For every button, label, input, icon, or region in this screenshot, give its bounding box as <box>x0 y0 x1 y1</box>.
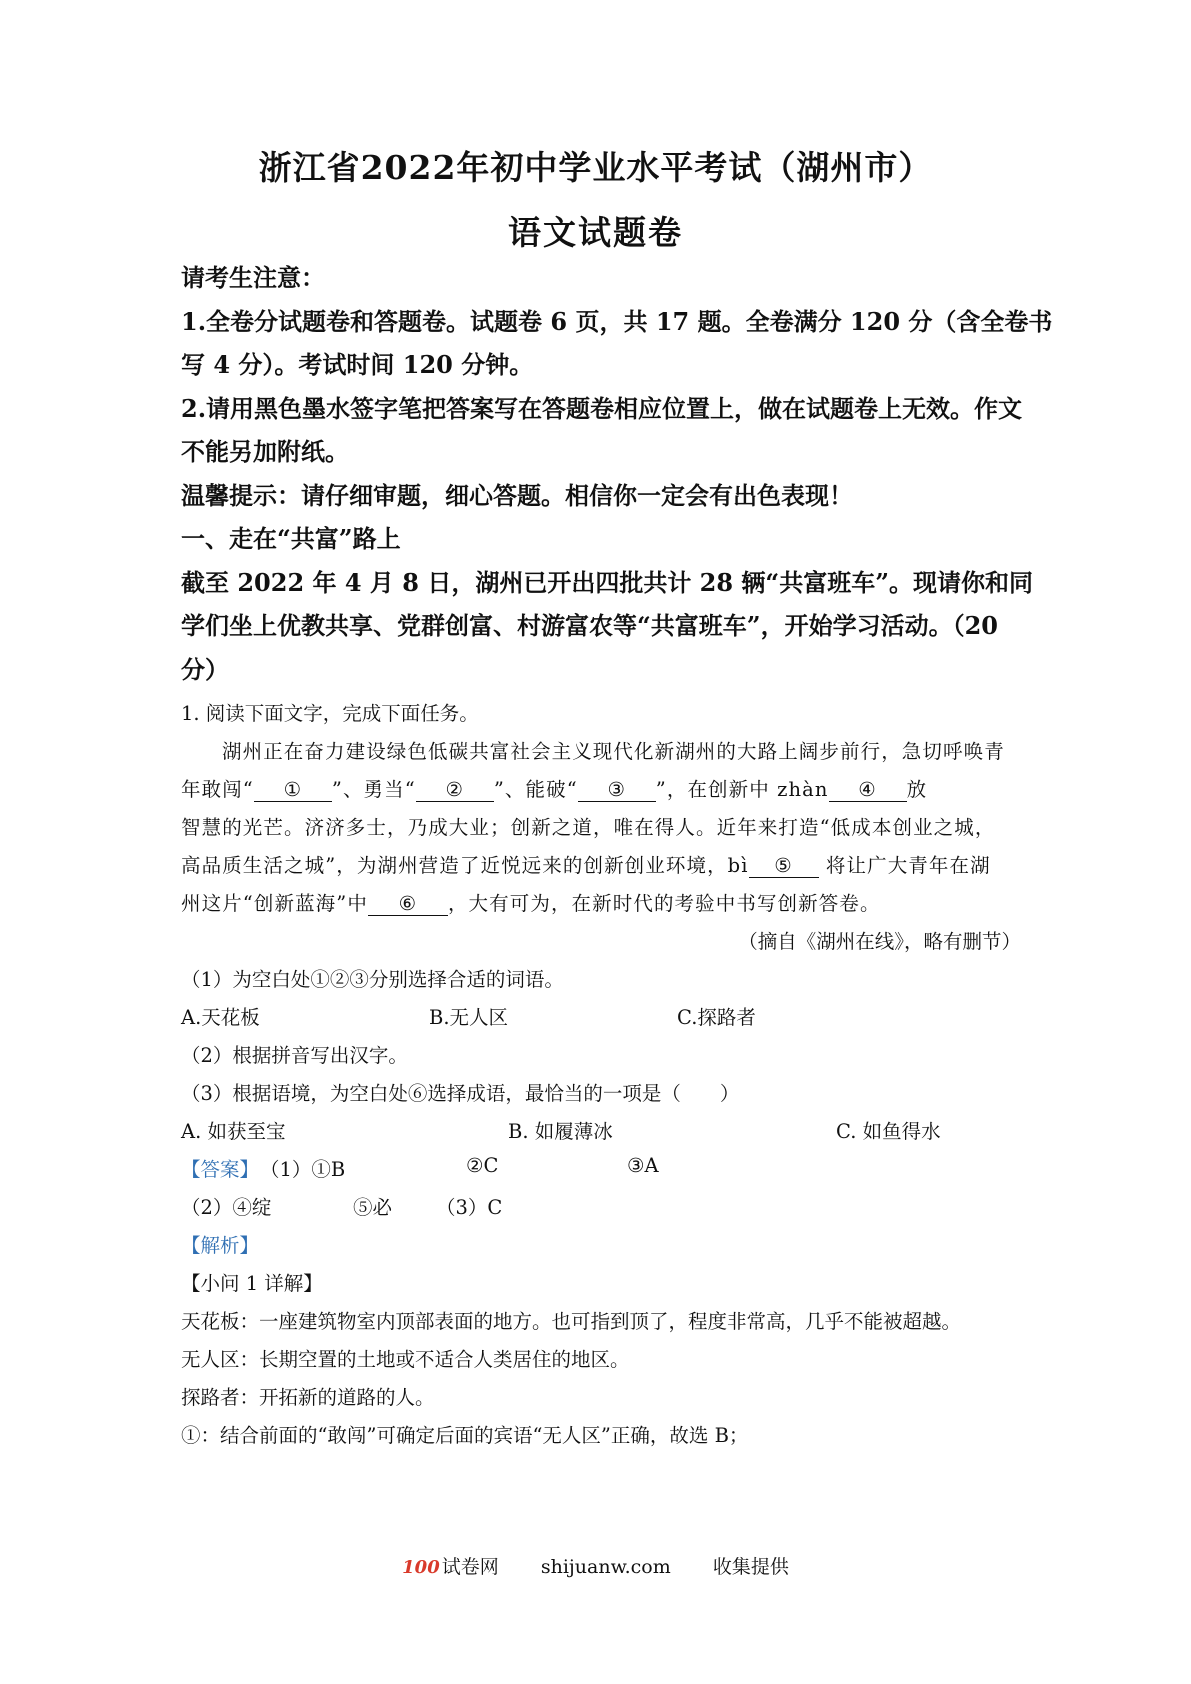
notice-item1-line1: 1.全卷分试题卷和答题卷。试题卷 6 页，共 17 题。全卷满分 120 分（含全卷书 <box>181 307 1053 336</box>
sub-question-3: （3）根据语境，为空白处⑥选择成语，最恰当的一项是（ ） <box>181 1082 740 1105</box>
question1-stem: 1. 阅读下面文字，完成下面任务。 <box>181 702 479 725</box>
detail-line: 探路者：开拓新的道路的人。 <box>181 1386 435 1409</box>
passage-text: 将让广大青年在湖 <box>825 854 991 877</box>
passage-text: 州这片“创新蓝海”中 <box>181 892 368 915</box>
blank-5: ⑤ <box>749 854 819 878</box>
answer-item: ③A <box>627 1154 659 1177</box>
passage-text: ”、能破“ <box>493 778 578 801</box>
notice-item2-line2: 不能另加附纸。 <box>181 437 349 466</box>
notice-heading: 请考生注意： <box>181 263 325 292</box>
detail-line: 无人区：长期空置的土地或不适合人类居住的地区。 <box>181 1348 630 1371</box>
detail-line: 天花板：一座建筑物室内顶部表面的地方。也可指到顶了，程度非常高，几乎不能被超越。 <box>181 1310 962 1333</box>
option-a: A. 如获至宝 <box>181 1120 286 1143</box>
answer-row-1 <box>181 1154 1021 1182</box>
page-footer <box>0 1552 1191 1579</box>
section1-intro-line1: 截至 2022 年 4 月 8 日，湖州已开出四批共计 28 辆“共富班车”。现请你和同 <box>181 568 1034 597</box>
answer-label: 【答案】 <box>181 1158 260 1181</box>
detail-heading: 【小问 1 详解】 <box>181 1272 323 1295</box>
section1-intro-line3: 分） <box>181 655 229 684</box>
blank-6: ⑥ <box>368 892 448 916</box>
answer-item: ⑤必 <box>353 1196 393 1219</box>
passage-line4 <box>181 850 1021 878</box>
option-c: C.探路者 <box>677 1006 756 1029</box>
footer-site-name: 试卷网 <box>441 1556 499 1578</box>
blank-4: ④ <box>829 778 907 802</box>
blank-3: ③ <box>578 778 656 802</box>
page-title: 浙江省2022年初中学业水平考试（湖州市） <box>258 148 933 187</box>
footer-domain: shijuanw.com <box>540 1556 671 1578</box>
sub-question-2: （2）根据拼音写出汉字。 <box>181 1044 408 1067</box>
blank-1: ① <box>254 778 332 802</box>
option-b: B.无人区 <box>429 1006 509 1029</box>
sub1-options <box>181 1002 1021 1030</box>
passage-line1: 湖州正在奋力建设绿色低碳共富社会主义现代化新湖州的大路上阔步前行，急切呼唤青 <box>222 740 1005 763</box>
answer-row-2 <box>181 1192 1021 1220</box>
passage-source: （摘自《湖州在线》，略有删节） <box>738 930 1021 953</box>
answer-item: （3）C <box>436 1196 503 1219</box>
passage-text: ”，在创新中 zhàn <box>655 778 829 801</box>
analysis-label: 【解析】 <box>181 1234 260 1257</box>
passage-text: ，大有可为，在新时代的考验中书写创新答卷。 <box>447 892 881 915</box>
section1-heading: 一、走在“共富”路上 <box>181 524 401 553</box>
option-c: C. 如鱼得水 <box>836 1120 941 1143</box>
sub3-options <box>181 1116 1021 1144</box>
footer-note: 收集提供 <box>712 1556 789 1578</box>
sub-question-1: （1）为空白处①②③分别选择合适的词语。 <box>181 968 564 991</box>
notice-item2-line1: 2.请用黑色墨水签字笔把答案写在答题卷相应位置上，做在试题卷上无效。作文 <box>181 394 1023 423</box>
notice-tip: 温馨提示：请仔细审题，细心答题。相信你一定会有出色表现！ <box>181 481 853 510</box>
detail-line: ①：结合前面的“敢闯”可确定后面的宾语“无人区”正确，故选 B； <box>181 1424 749 1447</box>
answer-item: （2）④绽 <box>181 1196 272 1219</box>
section1-intro-line2: 学们坐上优教共享、党群创富、村游富农等“共富班车”，开始学习活动。（20 <box>181 611 999 640</box>
notice-item1-line2: 写 4 分）。考试时间 120 分钟。 <box>181 350 534 379</box>
logo-icon: 100 <box>402 1557 440 1578</box>
passage-text: ”、勇当“ <box>331 778 416 801</box>
answer-item: （1）①B <box>260 1158 346 1181</box>
passage-line3: 智慧的光芒。济济多士，乃成大业；创新之道，唯在得人。近年来打造“低成本创业之城， <box>181 816 996 839</box>
passage-line2 <box>181 774 1021 802</box>
page-subtitle: 语文试题卷 <box>508 213 683 252</box>
option-a: A.天花板 <box>181 1006 260 1029</box>
passage-text: 放 <box>906 778 928 801</box>
blank-2: ② <box>416 778 494 802</box>
answer-item: ②C <box>466 1154 499 1177</box>
passage-text: 高品质生活之城”，为湖州营造了近悦远来的创新创业环境，bì <box>181 854 749 877</box>
option-b: B. 如履薄冰 <box>508 1120 613 1143</box>
passage-line5 <box>181 888 1021 916</box>
passage-text: 年敢闯“ <box>181 778 254 801</box>
